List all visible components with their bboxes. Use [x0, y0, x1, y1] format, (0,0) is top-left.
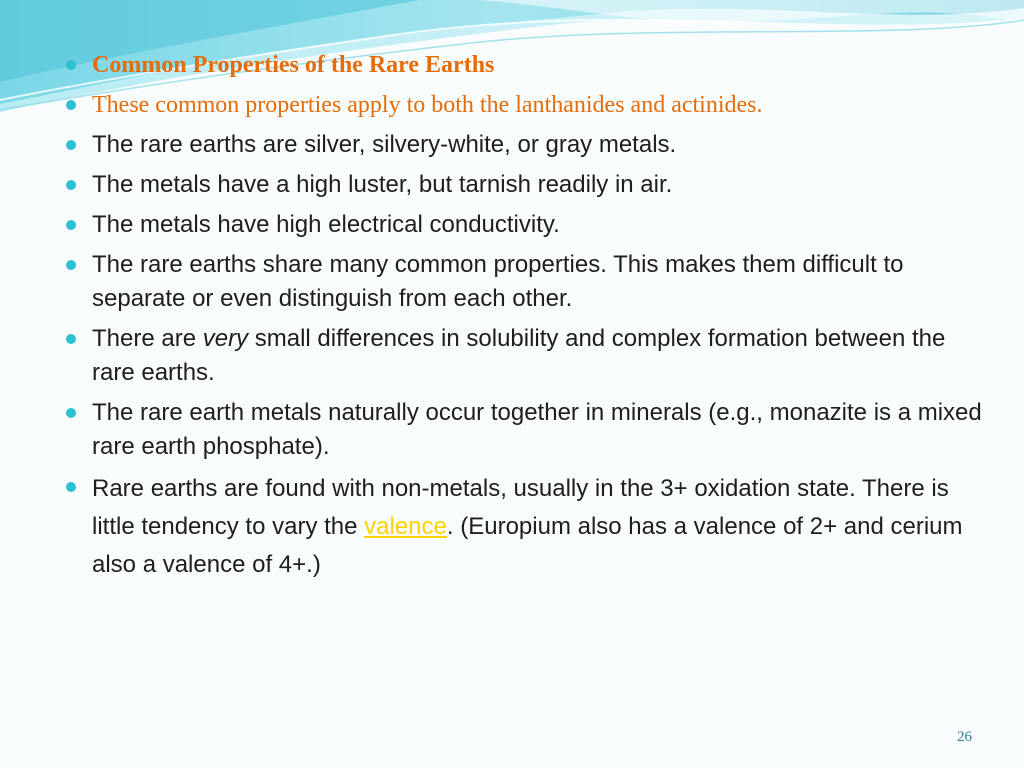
bullet-item	[62, 248, 982, 316]
bullet-text-after: small differences in solubility and complex formation between the rare earths.	[92, 325, 946, 386]
bullet-item	[62, 208, 982, 242]
bullet-text: The rare earth metals naturally occur together in minerals (e.g., monazite is a mixed rare earth phosphate).	[92, 399, 982, 460]
bullet-dot-icon	[66, 60, 76, 70]
bullet-item	[62, 128, 982, 162]
page-number: 26	[957, 729, 972, 745]
bullet-text: The metals have high electrical conductivity.	[92, 211, 560, 238]
intro-text: These common properties apply to both the lanthanides and actinides.	[92, 92, 763, 118]
bullet-item	[62, 168, 982, 202]
bullet-dot-icon	[66, 408, 76, 418]
slide-heading: Common Properties of the Rare Earths	[92, 52, 495, 78]
valence-link[interactable]: valence	[364, 513, 447, 540]
bullet-text: The rare earths share many common properties. This makes them difficult to separate or even distinguish from each other.	[92, 251, 904, 312]
bullet-dot-icon	[66, 482, 76, 492]
bullet-text-before: Rare earths are found with non-metals, usually in the 3+ oxidation state. There is little tendency to vary the	[92, 475, 949, 540]
bullet-list	[62, 48, 982, 584]
bullet-item	[62, 322, 982, 390]
bullet-text-before: There are	[92, 325, 203, 352]
bullet-dot-icon	[66, 220, 76, 230]
slide-content	[62, 48, 982, 590]
bullet-dot-icon	[66, 334, 76, 344]
bullet-dot-icon	[66, 260, 76, 270]
bullet-heading	[62, 48, 982, 82]
bullet-dot-icon	[66, 140, 76, 150]
bullet-item	[62, 470, 982, 584]
bullet-item	[62, 396, 982, 464]
bullet-text: The metals have a high luster, but tarnish readily in air.	[92, 171, 673, 198]
bullet-text-after: . (Europium also has a valence of 2+ and cerium also a valence of 4+.)	[92, 513, 963, 578]
bullet-text: The rare earths are silver, silvery-white, or gray metals.	[92, 131, 677, 158]
bullet-intro	[62, 88, 982, 122]
bullet-dot-icon	[66, 100, 76, 110]
emphasis-text: very	[202, 325, 249, 352]
bullet-dot-icon	[66, 180, 76, 190]
